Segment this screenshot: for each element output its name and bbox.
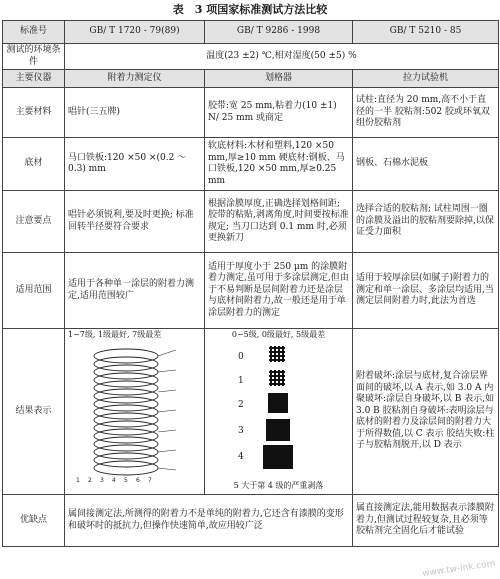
svg-text:2: 2 (88, 477, 92, 484)
substrate-1: 马口铁板:120 ×50 ×(0.2 ～0.3) mm (65, 138, 205, 191)
svg-text:3: 3 (100, 477, 104, 484)
env-value: 温度(23 ±2) ℃,相对湿度(50 ±5) % (65, 44, 499, 70)
header-standard-1: GB/ T 1720 - 79(89) (65, 21, 205, 44)
comparison-table (2, 20, 499, 547)
substrate-3: 钢板、石棉水泥板 (353, 138, 499, 191)
result-1-note: 1~7级, 1级最好, 7级最差 (68, 330, 162, 339)
pros-label: 优缺点 (3, 495, 65, 547)
grade-1: 1 (238, 376, 244, 386)
header-label: 标准号 (3, 21, 65, 44)
instrument-label: 主要仪器 (3, 70, 65, 88)
env-label: 测试的环境条件 (3, 44, 65, 70)
scope-2: 适用于厚度小于 250 μm 的涂膜附着力测定,虽可用于多涂层测定,但由于不易判断是层间附着力还是涂层与底材间附着力,故一般还是用于单涂层附着力的测定 (205, 253, 353, 329)
stylus-scratch-figure (68, 342, 200, 488)
grade-0: 0 (238, 352, 244, 362)
material-3: 试柱:直径为 20 mm,高不小于直径的一半 胶粘剂:502 胶或环氧双组份胶粘剂 (353, 88, 499, 138)
material-1: 唱针(三五牌) (65, 88, 205, 138)
grade-2: 2 (238, 400, 244, 410)
material-label: 主要材料 (3, 88, 65, 138)
header-standard-2: GB/ T 9286 - 1998 (205, 21, 353, 44)
result-2-foot: 5 大于第 4 级的严重剥落 (233, 481, 324, 490)
material-2: 胶带:宽 25 mm,粘着力(10 ±1) N/ 25 mm 或商定 (205, 88, 353, 138)
caution-label: 注意要点 (3, 191, 65, 253)
substrate-label: 底材 (3, 138, 65, 191)
result-2 (205, 329, 353, 495)
result-1 (65, 329, 205, 495)
instrument-1: 附着力测定仪 (65, 70, 205, 88)
svg-text:7: 7 (148, 477, 152, 484)
scope-3: 适用于较厚涂层(如腻子)附着力的测定和单一涂层、多涂层均适用,当测定层间附着力时,此法为首选 (353, 253, 499, 329)
instrument-3: 拉力试验机 (353, 70, 499, 88)
result-2-note: 0~5级, 0级最好, 5级最差 (231, 330, 326, 339)
table-caption: 表 3 项国家标准测试方法比较 (172, 3, 328, 16)
watermark: www.tw-ink.com (421, 558, 497, 579)
svg-text:5: 5 (124, 477, 128, 484)
instrument-2: 划格器 (205, 70, 353, 88)
svg-text:1: 1 (76, 477, 80, 484)
svg-text:4: 4 (112, 477, 116, 484)
scope-1: 适用于各种单一涂层的附着力测定,适用范围较广 (65, 253, 205, 329)
cross-cut-grades-figure (209, 342, 349, 470)
caution-3: 选择合适的胶粘剂; 试柱周围一圈的涂膜及溢出的胶粘剂要除掉,以保证受力面积 (353, 191, 499, 253)
result-label: 结果表示 (3, 329, 65, 495)
pros-3: 属直接测定法,能用数据表示漆膜附着力,但测试过程较复杂,且必须等胶粘剂完全固化后才能试验 (353, 495, 499, 547)
scope-label: 适用范围 (3, 253, 65, 329)
pros-1-2: 属间接测定法,所测得的附着力不是单纯的附着力,它还含有漆膜的变形和破坏时的抵抗力,但操作快速简单,故应用较广泛 (65, 495, 353, 547)
caution-2: 根据涂膜厚度,正确选择划格间距; 胶带的粘贴,剥离角度,时间要按标准规定; 当刀口达到 0.1 mm 时,必须更换新刀 (205, 191, 353, 253)
header-standard-3: GB/ T 5210 - 85 (353, 21, 499, 44)
caution-1: 唱针必须锐利,要及时更换; 标准回转半径要符合要求 (65, 191, 205, 253)
grade-3: 3 (238, 426, 244, 436)
grade-4: 4 (238, 452, 244, 462)
result-3: 附着破坏:涂层与底材,复合涂层界面间的破坏,以 A 表示,如 3.0 A 内聚破坏:涂层自身破坏,以 B 表示,如 3.0 B 胶粘剂自身破坏:表明涂层与底材的附着力及涂层间的附着力大于所得数值,以 C 表示 胶结失败:柱子与胶粘剂脱开,以 D 表示 (353, 329, 499, 495)
substrate-2: 软底材料:木材和塑料,120 ×50 mm,厚≥10 mm 硬底材:钢板、马口铁板,120 ×50 mm,厚≥0.25 mm (205, 138, 353, 191)
svg-text:6: 6 (136, 477, 140, 484)
